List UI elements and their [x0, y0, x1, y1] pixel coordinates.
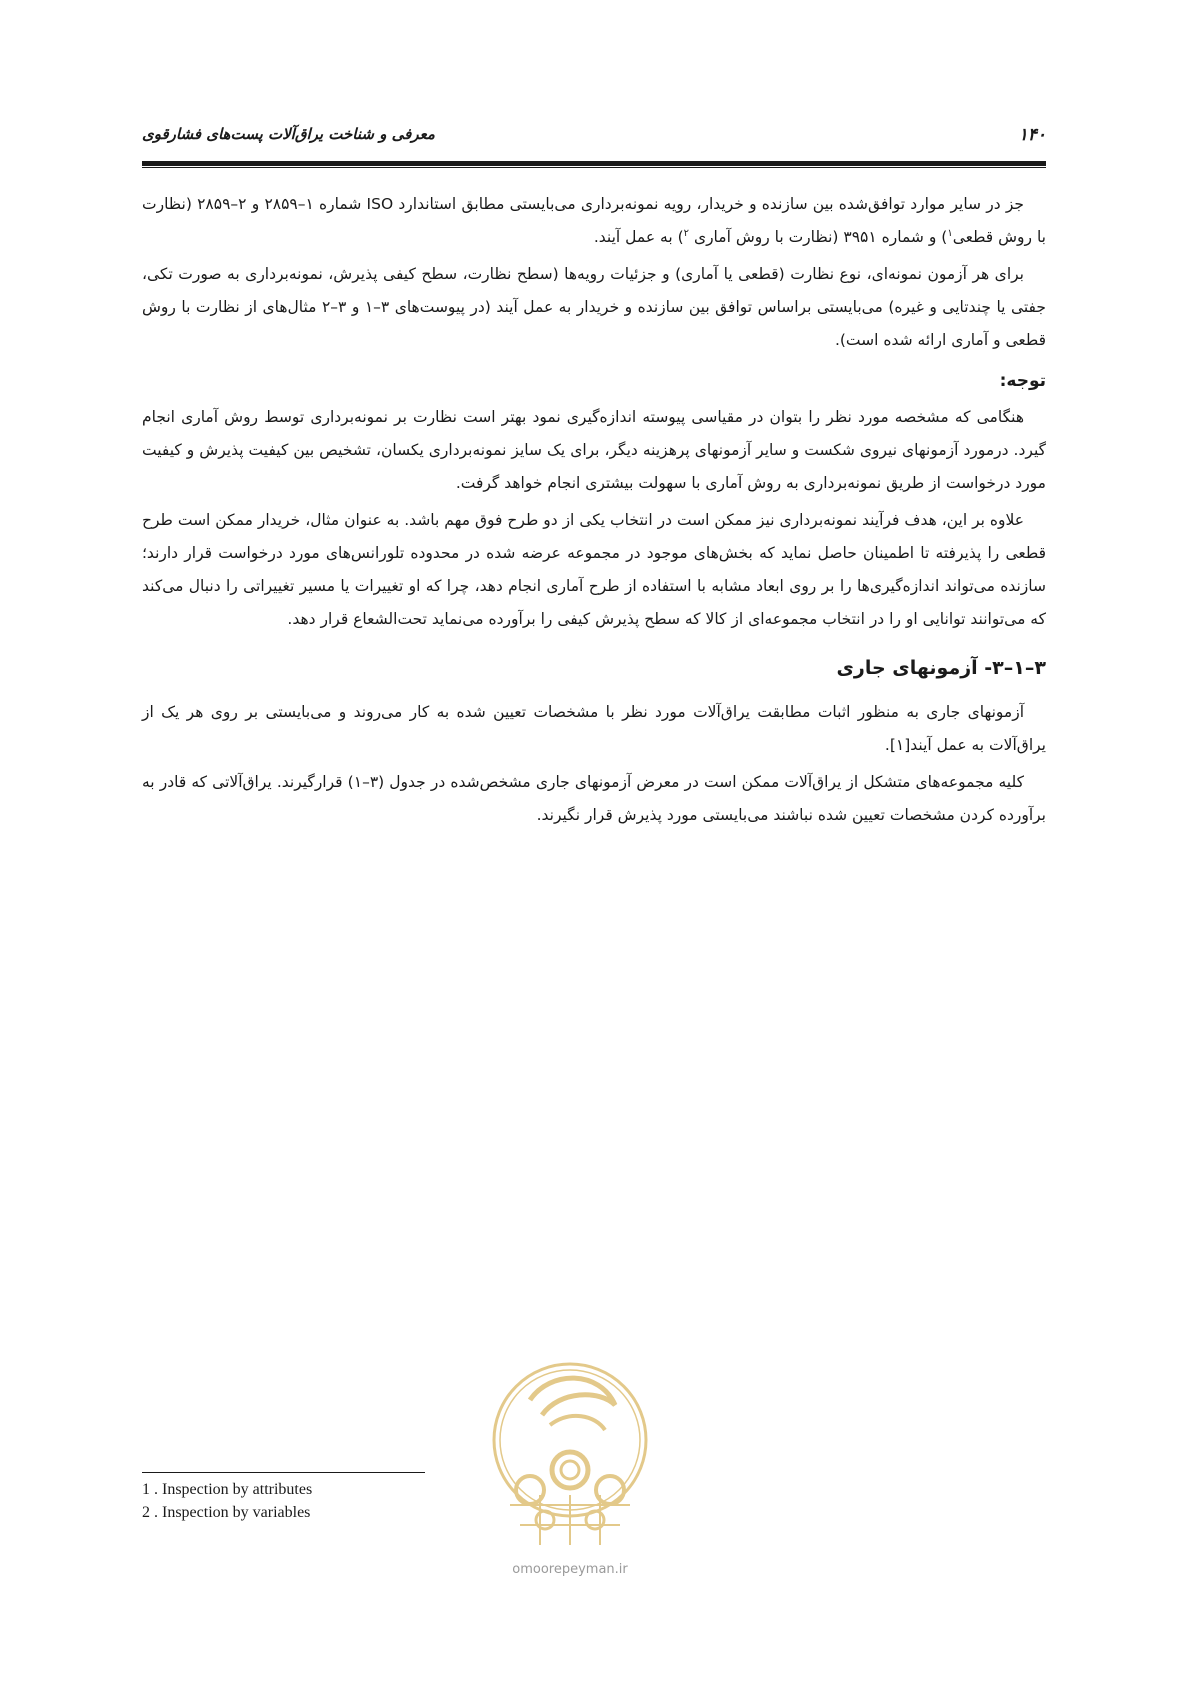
watermark-logo [490, 1330, 650, 1580]
header-rule-thin [142, 167, 1046, 168]
footnote-2: 2 . Inspection by variables [142, 1504, 311, 1521]
running-header-title: معرفی و شناخت یراق‌آلات پست‌های فشارقوی [142, 125, 435, 143]
footnote-ref-1: ۱ [947, 227, 953, 239]
page-header [142, 125, 1046, 155]
section-heading-routine-tests: ۳–۱–۳- آزمونهای جاری [836, 657, 1046, 679]
paragraph-assemblies: کلیه مجموعه‌های متشکل از یراق‌آلات ممکن است در معرض آزمونهای جاری مشخص‌شده در جدول (۳–۱) قرارگیرند. یراق‌آلاتی که قادر به برآورده کردن مشخصات تعیین شده نباشند می‌بایستی مورد پذیرش قرار نگیرند. [142, 773, 1046, 824]
header-rule [142, 161, 1046, 166]
watermark-caption: omoorepeyman.ir [512, 1562, 628, 1577]
paragraph-inspection-type: برای هر آزمون نمونه‌ای، نوع نظارت (قطعی یا آماری) و جزئیات رویه‌ها (سطح نظارت، سطح کیفی پذیرش، نمونه‌برداری به صورت تکی، جفتی یا چندتایی و غیره) می‌بایستی براساس توافق بین سازنده و خریدار به عمل آیند (در پیوست‌های ۳–۱ و ۳–۲ مثال‌های از نظارت با روش قطعی و آماری ارائه شده است). [142, 265, 1046, 349]
paragraph-sampling-purpose: علاوه بر این، هدف فرآیند نمونه‌برداری نیز ممکن است در انتخاب یکی از دو طرح فوق مهم باشد. به عنوان مثال، خریدار ممکن است طرح قطعی را پذیرفته تا اطمینان حاصل نماید که بخش‌های موجود در مجموعه عرضه شده در محدوده تلورانس‌های مورد درخواست قرار دارند؛ سازنده می‌تواند اندازه‌گیری‌ها را بر روی ابعاد مشابه با استفاده از طرح آماری انجام دهد، چرا که او تغییرات یا مسیر تغییراتی را دنبال می‌کند که می‌توانند توانایی او را در انتخاب مجموعه‌ای از کالا که سطح پذیرش کیفی را برآورده می‌نماید تحت‌الشعاع قرار دهد. [142, 511, 1046, 628]
footnote-1: 1 . Inspection by attributes [142, 1481, 313, 1498]
paragraph-routine-tests: آزمونهای جاری به منظور اثبات مطابقت یراق‌آلات مورد نظر با مشخصات تعیین شده به کار می‌روند و می‌بایستی بر روی هر یک از یراق‌آلات به عمل آیند[۱]. [142, 703, 1046, 754]
footnotes [142, 1478, 312, 1524]
note-heading: توجه: [999, 371, 1046, 391]
paragraph-sampling-standard: جز در سایر موارد توافق‌شده بین سازنده و خریدار، رویه نمونه‌برداری می‌بایستی مطابق استاندارد ISO شماره ۱–۲۸۵۹ و ۲–۲۸۵۹ (نظارت با روش قطعی$^۱$) و شماره ۳۹۵۱ (نظارت با روش آماری $^۲$) به عمل آیند. [142, 195, 1046, 246]
page-body [142, 188, 1046, 836]
paragraph-note: هنگامی که مشخصه مورد نظر را بتوان در مقیاسی پیوسته اندازه‌گیری نمود بهتر است نظارت بر نمونه‌برداری توسط روش آماری انجام گیرد. درمورد آزمونهای نیروی شکست و سایر آزمونهای پرهزینه دیگر، برای یک سایز نمونه‌برداری یکسان، تشخیص بین کیفیت پذیرش و کیفیت مورد درخواست از طریق نمونه‌برداری به روش آماری با سهولت بیشتری انجام خواهد گرفت. [142, 408, 1046, 492]
page-number: ۱۴۰ [1018, 125, 1046, 145]
footnote-rule [142, 1472, 425, 1473]
footnote-ref-2: ۲ [683, 227, 689, 239]
